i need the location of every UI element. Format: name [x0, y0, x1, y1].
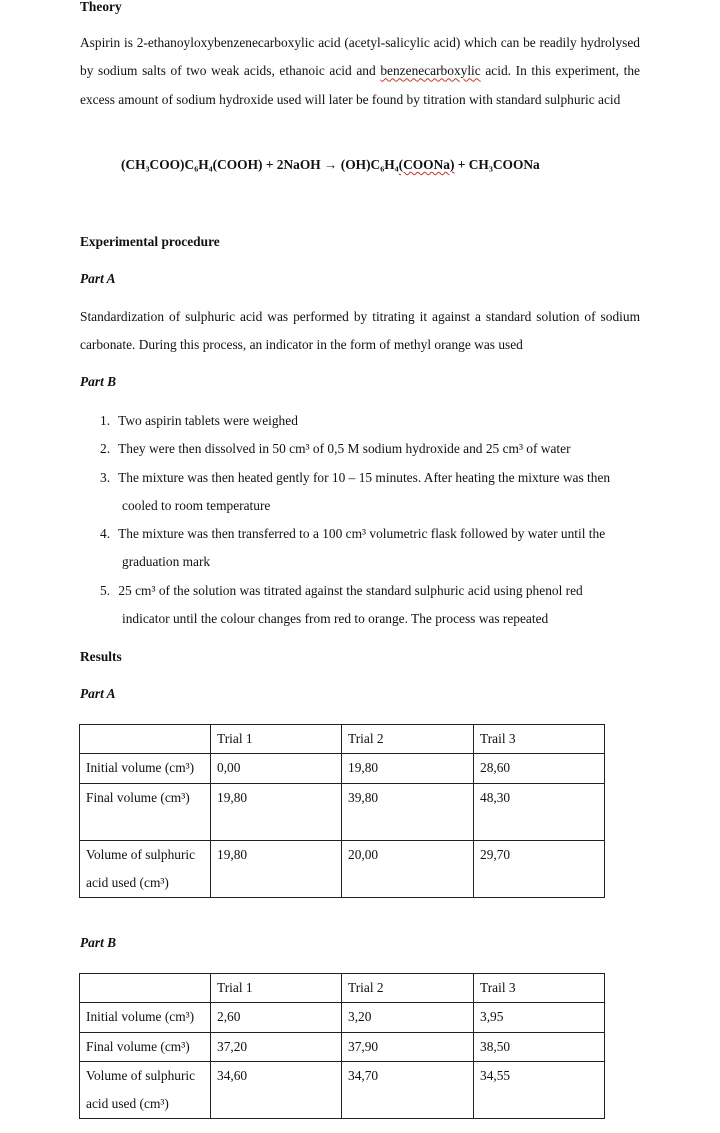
list-number: 4.: [100, 526, 111, 541]
equation-reactant: (CH₃COO)C₆H₄(COOH) + 2NaOH → (OH)C₆H₄: [121, 157, 399, 172]
table-header-cell: Trial 2: [342, 974, 474, 1003]
table-cell: 48,30: [474, 783, 605, 840]
theory-text-part-3: acid. In this experiment, the excess amount of sodium hydroxide used will later be found by titration with standard sulphuric acid: [80, 63, 640, 107]
row-label-line: acid used (cm³): [86, 874, 169, 890]
row-label-line: Volume of sulphuric: [86, 846, 196, 862]
list-text: They were then dissolved in 50 cm³ of 0,5 M sodium hydroxide and 25 cm³ of water: [118, 441, 571, 456]
results-part-b-heading: Part B: [80, 935, 117, 950]
row-label: [80, 1061, 211, 1119]
row-label: Final volume (cm³): [80, 1032, 211, 1061]
theory-text-part-1: Aspirin is 2-ethanoyloxybenzenecarboxylic acid (acetyl-salicylic acid) which can be readily hydrolysed by sodium salts of two weak acids, ethanoic acid and: [80, 35, 640, 79]
table-header-cell: Trial 1: [211, 725, 342, 754]
list-item: [100, 464, 640, 521]
list-item: [100, 435, 640, 463]
table-cell: 34,55: [474, 1061, 605, 1119]
table-cell: 37,20: [211, 1032, 342, 1061]
theory-paragraph: [80, 29, 640, 114]
table-cell: 19,80: [211, 783, 342, 840]
list-text: The mixture was then transferred to a 100 cm³ volumetric flask followed by water until the: [118, 526, 606, 541]
table-row: [80, 1032, 605, 1061]
table-row: [80, 754, 605, 783]
table-cell: 38,50: [474, 1032, 605, 1061]
table-cell: 39,80: [342, 783, 474, 840]
row-label-line: Volume of sulphuric: [86, 1067, 196, 1083]
list-number: 3.: [100, 470, 111, 485]
table-row: [80, 783, 605, 840]
table-cell: 28,60: [474, 754, 605, 783]
table-cell: 19,80: [342, 754, 474, 783]
table-cell: 0,00: [211, 754, 342, 783]
results-part-a-table: [79, 724, 605, 898]
table-cell: 37,90: [342, 1032, 474, 1061]
results-heading: Results: [80, 649, 122, 664]
table-header-cell: Trail 3: [474, 725, 605, 754]
procedure-heading: Experimental procedure: [80, 234, 220, 249]
table-row: [80, 1061, 605, 1119]
row-label: Final volume (cm³): [80, 783, 211, 840]
list-text-continued: graduation mark: [122, 554, 211, 570]
table-cell: 20,00: [342, 840, 474, 898]
reaction-equation: [121, 157, 540, 173]
table-header-cell: Trail 3: [474, 974, 605, 1003]
procedure-part-a-text: Standardization of sulphuric acid was performed by titrating it against a standard solution of sodium carbonate. During this process, an indicator in the form of methyl orange was used: [80, 309, 640, 353]
table-cell: 34,70: [342, 1061, 474, 1119]
list-text-continued: cooled to room temperature: [122, 498, 271, 514]
table-cell: 2,60: [211, 1003, 342, 1032]
list-item: [100, 407, 640, 435]
table-header-cell: [80, 974, 211, 1003]
table-header-row: [80, 974, 605, 1003]
table-header-row: [80, 725, 605, 754]
table-header-cell: Trial 2: [342, 725, 474, 754]
table-row: [80, 1003, 605, 1032]
table-cell: 19,80: [211, 840, 342, 898]
spellcheck-word: benzenecarboxylic: [380, 63, 481, 79]
procedure-part-b-heading: Part B: [80, 374, 117, 389]
list-number: 5.: [100, 583, 111, 598]
row-label: [80, 840, 211, 898]
list-item: [100, 577, 640, 634]
table-cell: 3,95: [474, 1003, 605, 1032]
results-part-a-heading: Part A: [80, 686, 116, 701]
row-label: Initial volume (cm³): [80, 754, 211, 783]
list-number: 2.: [100, 441, 111, 456]
equation-product: + CH₃COONa: [454, 157, 540, 172]
list-text: 25 cm³ of the solution was titrated against the standard sulphuric acid using phenol red: [118, 583, 583, 598]
list-number: 1.: [100, 413, 111, 428]
table-header-cell: [80, 725, 211, 754]
list-text: The mixture was then heated gently for 10 – 15 minutes. After heating the mixture was then: [118, 470, 611, 485]
row-label-line: acid used (cm³): [86, 1096, 169, 1112]
table-cell: 3,20: [342, 1003, 474, 1032]
table-cell: 29,70: [474, 840, 605, 898]
list-text-continued: indicator until the colour changes from red to orange. The process was repeated: [122, 611, 549, 627]
results-part-b-table: [79, 973, 605, 1119]
table-row: [80, 840, 605, 898]
table-cell: 34,60: [211, 1061, 342, 1119]
list-text: Two aspirin tablets were weighed: [118, 413, 298, 428]
table-header-cell: Trial 1: [211, 974, 342, 1003]
equation-underlined: (COONa): [398, 157, 455, 172]
list-item: [100, 520, 640, 577]
theory-heading: Theory: [80, 0, 122, 14]
procedure-part-a-heading: Part A: [80, 271, 116, 286]
row-label: Initial volume (cm³): [80, 1003, 211, 1032]
